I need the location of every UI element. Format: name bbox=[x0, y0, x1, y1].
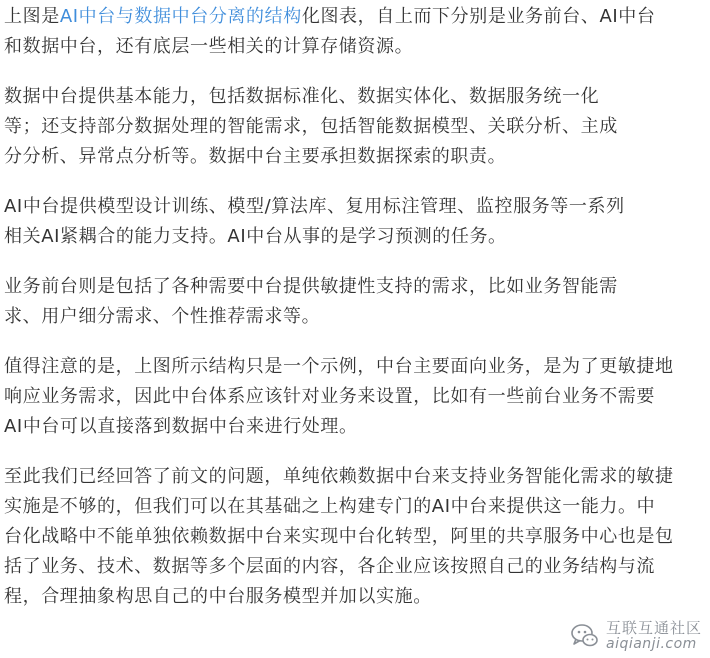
text-run: 值得注意的是，上图所示结构只是一个示例，中台主要面向业务，是为了更敏捷地 bbox=[4, 356, 674, 377]
paragraph-line bbox=[4, 582, 706, 612]
paragraph-line bbox=[4, 272, 706, 302]
text-run: 分分析、异常点分析等。数据中台主要承担数据探索的职责。 bbox=[4, 146, 507, 167]
paragraph-line bbox=[4, 82, 706, 112]
text-run: 等；还支持部分数据处理的智能需求，包括智能数据模型、关联分析、主成 bbox=[4, 116, 618, 137]
paragraph-line bbox=[4, 552, 706, 582]
text-run: 和数据中台，还有底层一些相关的计算存储资源。 bbox=[4, 36, 414, 57]
text-run: AI中台提供模型设计训练、模型/算法库、复用标注管理、监控服务等一系列 bbox=[4, 196, 625, 217]
paragraph-2 bbox=[4, 82, 706, 172]
text-run: AI中台可以直接落到数据中台来进行处理。 bbox=[4, 416, 358, 437]
paragraph-line bbox=[4, 382, 706, 412]
paragraph-line bbox=[4, 302, 706, 332]
paragraph-line bbox=[4, 32, 706, 62]
paragraph-line bbox=[4, 192, 706, 222]
paragraph-6 bbox=[4, 462, 706, 612]
watermark-name: 互联互通社区 bbox=[605, 619, 702, 637]
text-run: 至此我们已经回答了前文的问题，单纯依赖数据中台来支持业务智能化需求的敏捷 bbox=[4, 466, 674, 487]
text-run: 求、用户细分需求、个性推荐需求等。 bbox=[4, 306, 321, 327]
text-run: 程，合理抽象构思自己的中台服务模型并加以实施。 bbox=[4, 586, 432, 607]
text-run: 业务前台则是包括了各种需要中台提供敏捷性支持的需求，比如业务智能需 bbox=[4, 276, 618, 297]
paragraph-line bbox=[4, 522, 706, 552]
wechat-bubble-icon bbox=[570, 621, 600, 651]
paragraph-line bbox=[4, 222, 706, 252]
text-run: 实施是不够的，但我们可以在其基础之上构建专门的AI中台来提供这一能力。中 bbox=[4, 496, 656, 517]
paragraph-line bbox=[4, 112, 706, 142]
highlighted-link[interactable]: AI中台与数据中台分离的结构 bbox=[59, 6, 302, 27]
paragraph-4 bbox=[4, 272, 706, 332]
paragraph-line bbox=[4, 352, 706, 382]
text-run: 化图表，自上而下分别是业务前台、AI中台 bbox=[301, 6, 656, 27]
paragraph-3 bbox=[4, 192, 706, 252]
paragraph-line bbox=[4, 492, 706, 522]
paragraph-line bbox=[4, 142, 706, 172]
text-run: 台化战略中不能单独依赖数据中台来实现中台化转型，阿里的共享服务中心也是包 bbox=[4, 526, 674, 547]
paragraph-line bbox=[4, 2, 706, 32]
text-run: 数据中台提供基本能力，包括数据标准化、数据实体化、数据服务统一化 bbox=[4, 86, 600, 107]
text-run: 响应业务需求，因此中台体系应该针对业务来设置，比如有一些前台业务不需要 bbox=[4, 386, 655, 407]
watermark bbox=[570, 620, 702, 652]
text-run: 上图是 bbox=[4, 6, 60, 27]
watermark-url: aiqianji.com bbox=[605, 636, 697, 652]
paragraph-line bbox=[4, 412, 706, 442]
watermark-text bbox=[606, 620, 702, 652]
paragraph-5 bbox=[4, 352, 706, 442]
text-run: 相关AI紧耦合的能力支持。AI中台从事的是学习预测的任务。 bbox=[4, 226, 507, 247]
text-run: 括了业务、技术、数据等多个层面的内容，各企业应该按照自己的业务结构与流 bbox=[4, 556, 655, 577]
paragraph-1 bbox=[4, 2, 706, 62]
paragraph-line bbox=[4, 462, 706, 492]
